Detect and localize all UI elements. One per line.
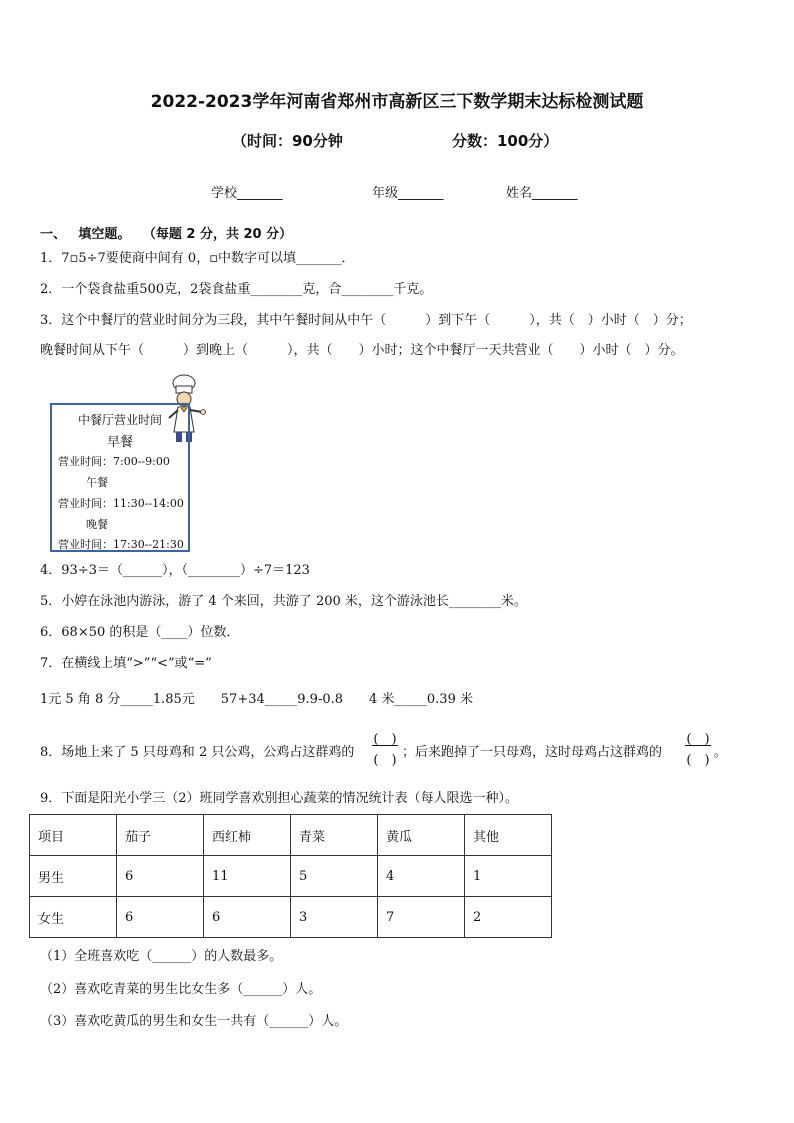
table-cell: 6	[117, 897, 204, 938]
fraction-numerator: ( )	[373, 732, 397, 747]
table-cell: 6	[117, 856, 204, 897]
schedule-header: 中餐厅营业时间	[77, 413, 162, 427]
table-header-cell: 西红柿	[204, 815, 291, 856]
section-title: 填空题。	[78, 227, 131, 242]
name-field: 姓名_______	[506, 186, 578, 201]
question-8-part-3: 。	[714, 745, 728, 760]
question-3-line-1: 3．这个中餐厅的营业时间分为三段，其中午餐时间从中午（ ）到下午（ ），共（ ）小时（ ）分；	[40, 313, 692, 328]
table-row	[30, 856, 552, 897]
table-cell: 6	[204, 897, 291, 938]
fraction-bar	[372, 745, 398, 746]
question-4: 4．93÷3＝（______），（________）÷7＝123	[40, 563, 310, 578]
table-cell: 7	[378, 897, 465, 938]
fraction-numerator: ( )	[686, 732, 710, 747]
question-9-sub-2: （2）喜欢吃青菜的男生比女生多（______）人。	[40, 982, 322, 997]
schedule-box	[50, 403, 190, 552]
fraction-denominator: ( )	[373, 753, 397, 768]
question-6: 6．68×50 的积是（____）位数．	[40, 625, 240, 640]
total-score: 分数：100分）	[452, 132, 559, 150]
table-header-cell: 黄瓜	[378, 815, 465, 856]
breakfast-label: 早餐	[106, 435, 133, 450]
table-cell: 3	[291, 897, 378, 938]
vegetable-stats-table	[29, 814, 552, 938]
grade-field: 年级_______	[372, 186, 444, 201]
lunch-hours: 营业时间：11:30--14:00	[58, 497, 184, 510]
question-9-sub-3: （3）喜欢吃黄瓜的男生和女生一共有（______）人。	[40, 1014, 348, 1029]
question-5: 5．小婷在泳池内游泳，游了 4 个来回，共游了 200 米，这个游泳池长________米。	[40, 594, 527, 609]
fraction-bar	[685, 745, 711, 746]
dinner-label: 晚餐	[86, 518, 108, 531]
table-cell: 2	[465, 897, 552, 938]
question-7: 7．在横线上填“>”“<”或“=”	[40, 656, 212, 671]
question-7-items: 1元 5 角 8 分_____1.85元 57+34_____9.9-0.8 4 米_____0.39 米	[40, 692, 473, 707]
question-3-line-2: 晚餐时间从下午（ ）到晚上（ ），共（ ）小时；这个中餐厅一天共营业（ ）小时（ ）分。	[40, 343, 684, 358]
lunch-label: 午餐	[86, 476, 108, 489]
section-note: （每题 2 分，共 20 分）	[142, 227, 293, 242]
question-2: 2．一个袋食盐重500克，2袋食盐重________克，合________千克。	[40, 282, 433, 297]
table-cell: 11	[204, 856, 291, 897]
dinner-hours: 营业时间：17:30--21:30	[58, 538, 184, 551]
fraction-denominator: ( )	[686, 753, 710, 768]
table-header-cell: 项目	[30, 815, 117, 856]
question-1: 1．7▫5÷7要使商中间有 0，▫中数字可以填_______．	[40, 251, 355, 266]
table-header-row	[30, 815, 552, 856]
table-header-cell: 青菜	[291, 815, 378, 856]
section-number: 一、	[40, 227, 67, 242]
question-8-part-1: 8．场地上来了 5 只母鸡和 2 只公鸡，公鸡占这群鸡的	[40, 745, 355, 760]
time-limit: （时间：90分钟	[232, 132, 343, 150]
section-heading	[40, 223, 292, 242]
table-cell: 女生	[30, 897, 117, 938]
table-cell: 5	[291, 856, 378, 897]
question-9-sub-1: （1）全班喜欢吃（______）的人数最多。	[40, 949, 283, 964]
table-cell: 1	[465, 856, 552, 897]
table-header-cell: 其他	[465, 815, 552, 856]
page-title: 2022-2023学年河南省郑州市高新区三下数学期末达标检测试题	[150, 92, 644, 112]
table-cell: 4	[378, 856, 465, 897]
table-row	[30, 897, 552, 938]
table-header-cell: 茄子	[117, 815, 204, 856]
breakfast-hours: 营业时间：7:00--9:00	[58, 455, 170, 468]
question-8-part-2: ；后来跑掉了一只母鸡，这时母鸡占这群鸡的	[402, 745, 663, 760]
school-field: 学校_______	[211, 186, 283, 201]
question-9: 9．下面是阳光小学三（2）班同学喜欢别担心蔬菜的情况统计表（每人限选一种）。	[40, 791, 519, 806]
table-cell: 男生	[30, 856, 117, 897]
